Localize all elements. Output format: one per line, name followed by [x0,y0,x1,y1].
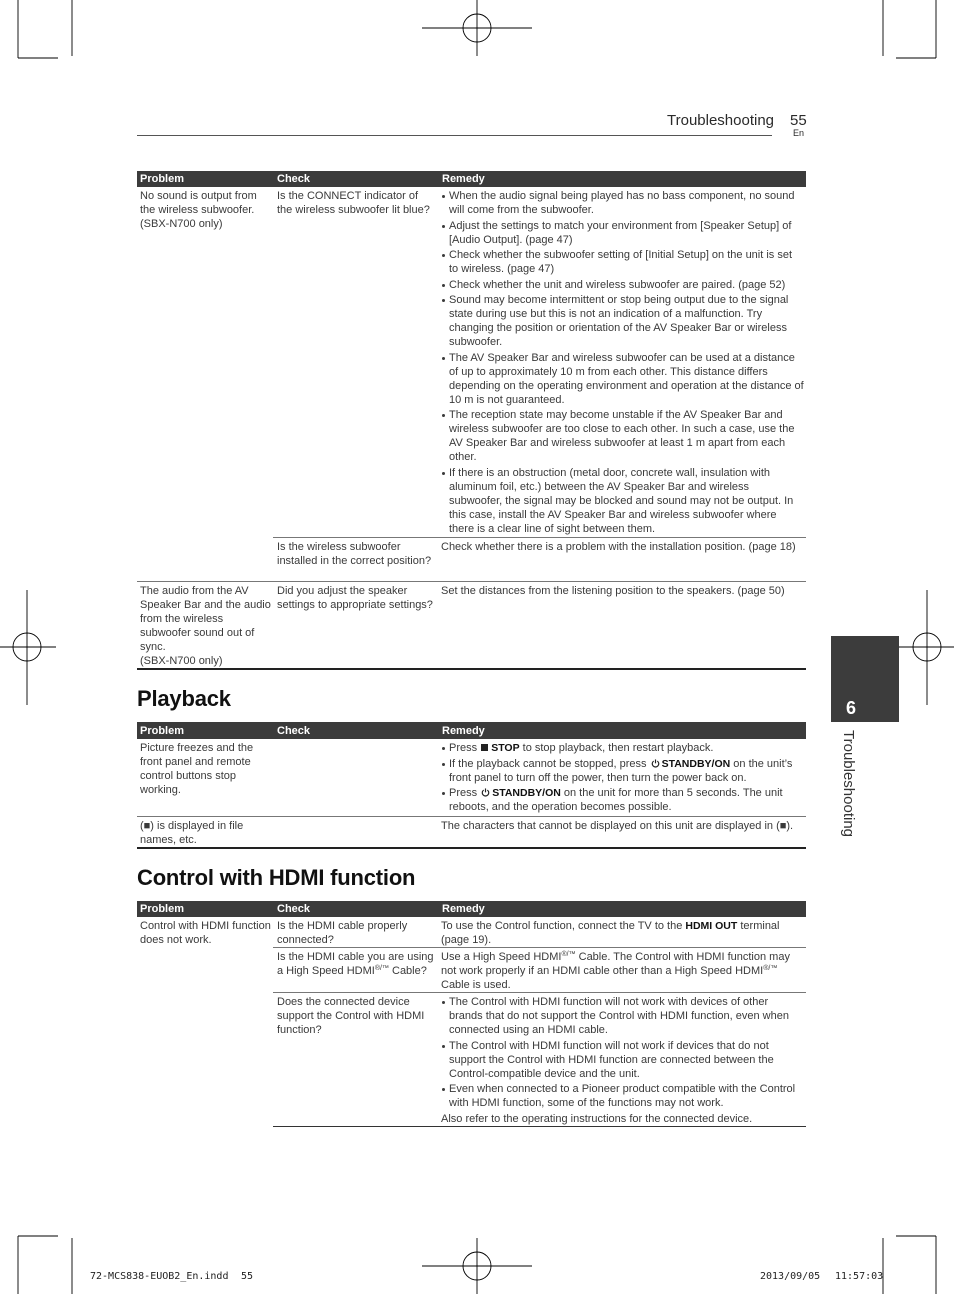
remedy-bullet: If there is an obstruction (metal door, concrete wall, insulation with aluminum foil, etc.) between the AV Speaker Bar and wireless subwoofer, the signal may be blocked and sound may not be output. In this case, install the AV Speaker Bar and wireless subwoofer where there is a clear line of sight between them. [441,466,804,536]
remedy-bullet: The Control with HDMI function will not work if devices that do not support the Control with HDMI function are connected between the Control-compatible device and the unit. [441,1039,804,1081]
check-text: Is the HDMI cable you are using a High Speed HDMI [277,951,434,977]
terminal-name-hdmi-out: HDMI OUT [685,919,738,932]
registration-mark-right [898,590,954,705]
registration-mark-bottom [422,1238,532,1294]
check-cell: Is the wireless subwoofer installed in the correct position? [273,538,437,582]
check-cell-empty [273,739,437,816]
page-content [137,171,806,1127]
remedy-text: To use the Control function, connect the TV to the [441,919,686,932]
wireless-subwoofer-table [137,171,806,670]
registration-mark-top [422,0,532,56]
column-header-remedy: Remedy [437,722,806,739]
registration-mark-left [0,590,56,705]
problem-note: (SBX-N700 only) [140,655,223,667]
problem-text: The audio from the AV Speaker Bar and the audio from the wireless subwoofer sound out of sync. [140,585,271,653]
remedy-bullet [441,741,804,755]
remedy-cell [437,739,806,816]
remedy-bullet: Even when connected to a Pioneer product compatible with the Control with HDMI function, some of the functions may not work. [441,1082,804,1110]
remedy-text: to stop playback, then restart playback. [519,742,714,754]
remedy-text: Use a High Speed HDMI [441,951,562,963]
remedy-text: If the playback cannot be stopped, press [449,757,650,770]
power-icon [651,759,660,768]
remedy-list [441,741,804,814]
remedy-text: Cable. The Control with HDMI function may not work properly if an HDMI cable other than a High Speed HDMI [441,951,790,977]
power-icon [481,788,490,797]
trademark-mark: ®/™ [561,951,576,958]
remedy-bullet: The AV Speaker Bar and wireless subwoofer can be used at a distance of up to approximately 10 m from each other. This distance differs depending on the operating environment and operation at the distance of 10 m is not guaranteed. [441,351,804,407]
table-header-row [137,901,806,917]
remedy-bullet: Adjust the settings to match your environment from [Speaker Setup] of [Audio Output]. (page 47) [441,219,804,247]
table-header-row [137,171,806,187]
footer-file-name: 72-MCS838-EUOB2_En.indd [90,1271,229,1282]
remedy-text: on the unit’s front panel to turn off the power, then turn the power back on. [449,757,793,784]
remedy-list [441,995,804,1110]
chapter-number: 6 [846,698,857,718]
stop-icon [481,744,488,751]
check-text: Cable? [388,965,427,977]
remedy-text: Press [449,787,481,799]
table-row [137,187,806,538]
chapter-tab-label: Troubleshooting [840,730,857,838]
remedy-bullet: Sound may become intermittent or stop being output due to the signal state during use but this is not an indication of a malfunction. Try changing the position or orientation of the AV Speaker Bar or wireless subwoofer. [441,293,804,349]
check-cell: Did you adjust the speaker settings to appropriate settings? [273,582,437,670]
remedy-bullet [441,757,804,785]
remedy-cell [437,917,806,948]
check-cell: Is the CONNECT indicator of the wireless subwoofer lit blue? [273,187,437,538]
trademark-mark: ®/™ [763,965,778,972]
remedy-cell [437,993,806,1127]
button-name-standby: STANDBY/ON [661,757,731,770]
check-cell [273,948,437,993]
column-header-problem: Problem [137,901,273,917]
problem-cell [137,582,273,670]
remedy-bullet: Check whether the unit and wireless subwoofer are paired. (page 52) [441,278,804,292]
header-rule [137,135,772,136]
check-cell: Does the connected device support the Control with HDMI function? [273,993,437,1127]
remedy-bullet: Check whether the subwoofer setting of [Initial Setup] on the unit is set to wireless. (page 47) [441,248,804,276]
page-number: 55 [790,112,807,129]
chapter-tab [831,636,899,722]
problem-note: (SBX-N700 only) [140,218,223,230]
remedy-bullet [441,786,804,814]
column-header-check: Check [273,722,437,739]
table-row [137,582,806,670]
column-header-problem: Problem [137,171,273,187]
remedy-text: on the unit for more than 5 seconds. The unit reboots, and the operation becomes possible. [449,787,783,813]
footer-date: 2013/09/05 [760,1271,821,1282]
problem-cell: Control with HDMI function does not work. [140,919,271,946]
remedy-cell [437,187,806,538]
trademark-mark: ®/™ [374,965,389,972]
language-code: En [793,128,805,138]
column-header-remedy: Remedy [437,171,806,187]
remedy-cell: Check whether there is a problem with the installation position. (page 18) [437,538,806,582]
playback-table [137,722,806,849]
column-header-check: Check [273,171,437,187]
footer-time: 11:57:03 [835,1271,884,1282]
button-name-stop: STOP [491,742,520,754]
running-header-section: Troubleshooting [667,112,775,129]
column-header-remedy: Remedy [437,901,806,917]
remedy-list [441,189,804,536]
remedy-text: Press [449,742,481,754]
remedy-text: terminal (page 19). [441,919,780,946]
column-header-check: Check [273,901,437,917]
table-row [137,917,806,948]
remedy-text: Cable is used. [441,979,511,991]
footer-page-number: 55 [241,1271,254,1282]
remedy-bullet: When the audio signal being played has no bass component, no sound will come from the subwoofer. [441,189,804,217]
hdmi-control-table [137,901,806,1127]
problem-cell: Picture freezes and the front panel and remote control buttons stop working. [137,739,273,816]
button-name-standby: STANDBY/ON [492,787,561,799]
remedy-cell: The characters that cannot be displayed on this unit are displayed in (■). [437,816,806,848]
problem-cell [137,187,273,582]
remedy-bullet: The reception state may become unstable if the AV Speaker Bar and wireless subwoofer are too close to each other. In such a case, use the AV Speaker Bar and wireless subwoofer at least 1 m apart from each other. [441,408,804,464]
table-header-row [137,722,806,739]
problem-cell: (■) is displayed in file names, etc. [137,816,273,848]
table-row [137,739,806,816]
table-row [137,816,806,848]
section-heading-playback: Playback [137,686,231,711]
remedy-cell: Set the distances from the listening position to the speakers. (page 50) [437,582,806,670]
section-heading-hdmi: Control with HDMI function [137,864,416,890]
check-cell-empty [273,816,437,848]
check-cell: Is the HDMI cable properly connected? [273,917,437,948]
remedy-bullet: The Control with HDMI function will not work with devices of other brands that do not support the Control with HDMI function, even when connected using an HDMI cable. [441,995,804,1037]
remedy-note: Also refer to the operating instructions for the connected device. [441,1112,753,1125]
problem-text: No sound is output from the wireless subwoofer. [140,190,257,216]
remedy-cell [437,948,806,993]
column-header-problem: Problem [137,722,273,739]
